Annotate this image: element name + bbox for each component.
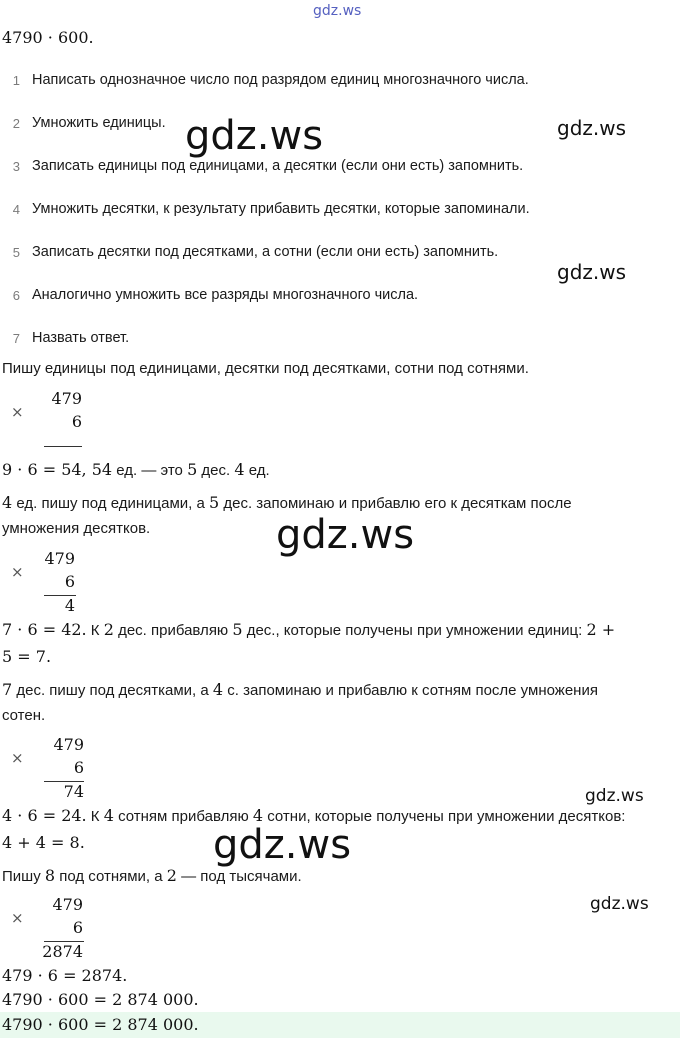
text: дес., которые получены при умножении единиц: <box>242 622 587 639</box>
multiplier: 6 <box>71 412 82 431</box>
product: 4 <box>64 596 75 615</box>
step-item <box>0 72 680 92</box>
watermark: gdz.ws <box>590 894 649 914</box>
step-text: Назвать ответ. <box>32 330 130 346</box>
multiplicand: 479 <box>52 895 83 914</box>
paragraph-line: сотен. <box>2 707 46 724</box>
math: 7 <box>2 680 13 699</box>
step-item <box>0 330 680 350</box>
step-equation <box>2 460 270 480</box>
step-item <box>0 158 680 178</box>
math: 8 <box>44 866 56 885</box>
math: 5 <box>232 620 243 639</box>
text: дес. пишу под десятками, а <box>12 682 213 699</box>
step-number: 2 <box>12 116 20 131</box>
multiplier: 6 <box>64 572 75 591</box>
task-expression: 4790 · 600. <box>2 28 94 47</box>
step-text: Написать однозначное число под разрядом единиц многозначного числа. <box>32 72 529 88</box>
step-number: 7 <box>12 331 20 346</box>
text: под сотнями, а <box>55 868 167 885</box>
text: с. запоминаю и прибавлю к сотням после умножения <box>223 682 598 699</box>
math: 7 · 6 = 42. <box>2 620 87 639</box>
step-text: Умножить единицы. <box>32 115 166 131</box>
paragraph-line: умножения десятков. <box>2 520 151 537</box>
math: 9 · 6 = 54, 54 <box>2 460 113 479</box>
step-text: Записать десятки под десятками, а сотни (если они есть) запомнить. <box>32 244 499 260</box>
text: ед. <box>244 462 270 479</box>
text: сотни, которые получены при умножении десятков: <box>263 808 626 825</box>
text: ед. пишу под единицами, а <box>12 495 209 512</box>
multiplicand: 479 <box>44 549 75 568</box>
math: 5 <box>187 460 198 479</box>
text: Пишу <box>2 868 45 885</box>
step-number: 6 <box>12 288 20 303</box>
step-equation: 4 + 4 = 8. <box>2 833 85 852</box>
multiplier: 6 <box>73 758 84 777</box>
watermark: gdz.ws <box>585 786 644 806</box>
multiplicand: 479 <box>51 389 82 408</box>
math: 4 <box>212 680 224 699</box>
multiplier: 6 <box>72 918 83 937</box>
product: 74 <box>63 782 84 801</box>
final-answer: 4790 · 600 = 2 874 000. <box>2 1015 199 1034</box>
text: К <box>86 808 104 825</box>
text: — под тысячами. <box>176 868 302 885</box>
watermark: gdz.ws <box>213 822 352 868</box>
math: 4 <box>2 493 13 512</box>
paragraph-line <box>2 680 598 700</box>
watermark: gdz.ws <box>557 260 627 284</box>
math: 5 <box>209 493 220 512</box>
final-equation: 479 · 6 = 2874. <box>2 966 128 985</box>
math: 4 <box>103 806 114 825</box>
text: К <box>86 622 104 639</box>
step-text: Аналогично умножить все разряды многозначного числа. <box>32 287 419 303</box>
step-equation <box>2 620 615 640</box>
step-number: 3 <box>12 159 20 174</box>
step-number: 1 <box>12 73 20 88</box>
result-line <box>44 446 82 447</box>
watermark: gdz.ws <box>557 116 627 140</box>
step-equation: 5 = 7. <box>2 647 52 666</box>
product: 2874 <box>42 942 83 961</box>
multiply-sign: × <box>11 403 24 421</box>
watermark: gdz.ws <box>185 113 324 159</box>
multiply-sign: × <box>11 909 24 927</box>
step-item <box>0 201 680 221</box>
text: дес. запоминаю и прибавлю его к десяткам после <box>219 495 572 512</box>
math: 2 <box>166 866 177 885</box>
step-text: Умножить десятки, к результату прибавить десятки, которые запоминали. <box>32 201 530 217</box>
multiply-sign: × <box>11 563 24 581</box>
text: сотням прибавляю <box>113 808 253 825</box>
paragraph-units-rule: Пишу единицы под единицами, десятки под десятками, сотни под сотнями. <box>2 360 529 377</box>
final-equation: 4790 · 600 = 2 874 000. <box>2 990 199 1009</box>
multiplicand: 479 <box>53 735 84 754</box>
step-number: 4 <box>12 202 20 217</box>
step-number: 5 <box>12 245 20 260</box>
text: ед. — это <box>112 462 188 479</box>
paragraph-line <box>2 493 572 513</box>
math: 4 <box>234 460 245 479</box>
text: дес. <box>197 462 235 479</box>
text: дес. прибавляю <box>113 622 233 639</box>
multiply-sign: × <box>11 749 24 767</box>
math: 4 <box>252 806 264 825</box>
watermark: gdz.ws <box>276 512 415 558</box>
step-text: Записать единицы под единицами, а десятки (если они есть) запомнить. <box>32 158 524 174</box>
step-item <box>0 287 680 307</box>
math: 4 · 6 = 24. <box>2 806 87 825</box>
math: 2 <box>103 620 114 639</box>
math: 2 + <box>586 620 616 639</box>
paragraph-line <box>2 866 302 886</box>
watermark-top: gdz.ws <box>313 3 362 19</box>
